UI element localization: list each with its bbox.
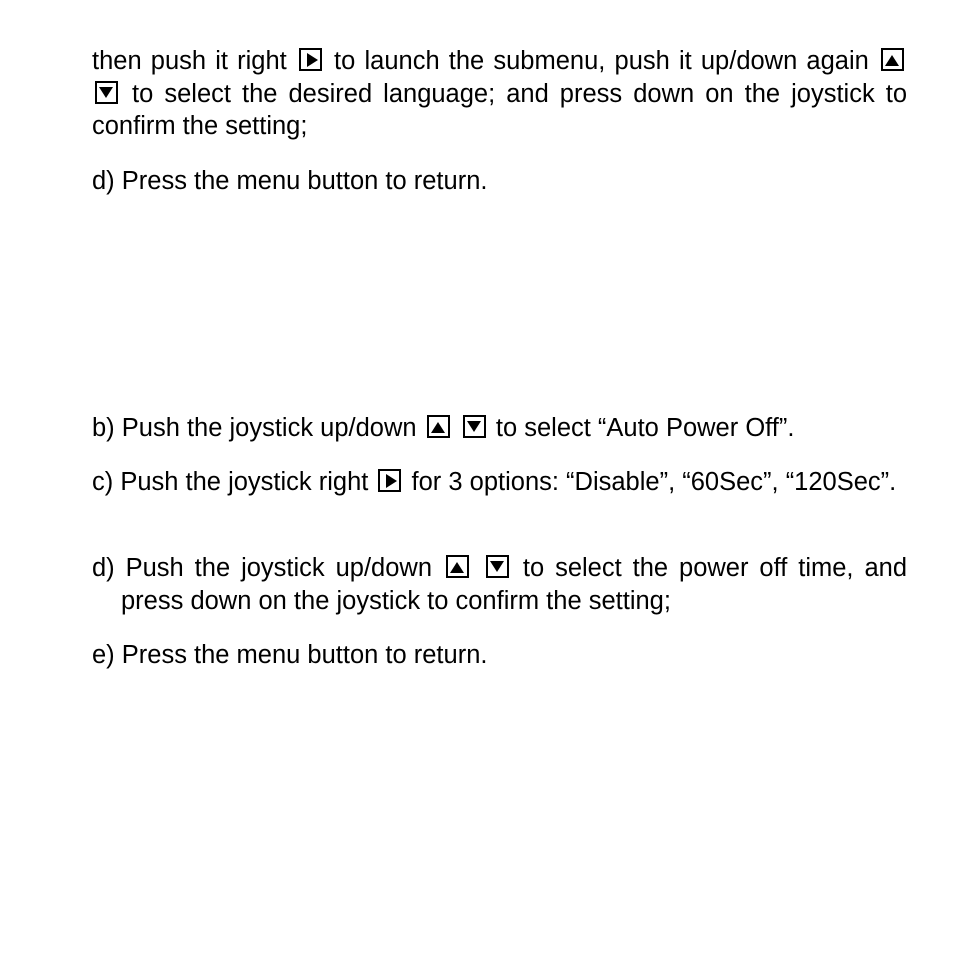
joystick-down-icon: [486, 555, 509, 578]
text-segment: e) Press the menu button to return.: [92, 641, 488, 669]
joystick-right-icon: [378, 469, 401, 492]
step-e-return: [92, 639, 907, 672]
joystick-up-icon: [427, 415, 450, 438]
joystick-up-icon: [446, 555, 469, 578]
joystick-up-icon: [881, 48, 904, 71]
joystick-down-icon: [463, 415, 486, 438]
text-segment: to select the power off time, and press down on the joystick to confirm the setting;: [121, 554, 908, 615]
text-segment: then push it right: [92, 47, 287, 75]
text-segment: to select the desired language; and press down on the joystick to confirm the setting;: [92, 79, 907, 140]
joystick-down-icon: [95, 81, 118, 104]
text-segment: to select “Auto Power Off”.: [488, 414, 795, 442]
text-segment: b) Push the joystick up/down: [92, 414, 417, 442]
text-segment: d) Press the menu button to return.: [92, 167, 488, 195]
step-d-return: [92, 165, 907, 198]
step-b-select-auto-power-off: [92, 412, 907, 445]
text-segment: to launch the submenu, push it up/down again: [324, 47, 869, 75]
joystick-right-icon: [299, 48, 322, 71]
step-d-select-time: [92, 552, 907, 617]
text-segment: d) Push the joystick up/down: [92, 554, 433, 582]
text-segment: for 3 options: “Disable”, “60Sec”, “120Sec”.: [404, 468, 897, 496]
text-segment: c) Push the joystick right: [92, 468, 369, 496]
step-c-options: [92, 466, 907, 499]
paragraph-language-instructions: [92, 45, 907, 143]
